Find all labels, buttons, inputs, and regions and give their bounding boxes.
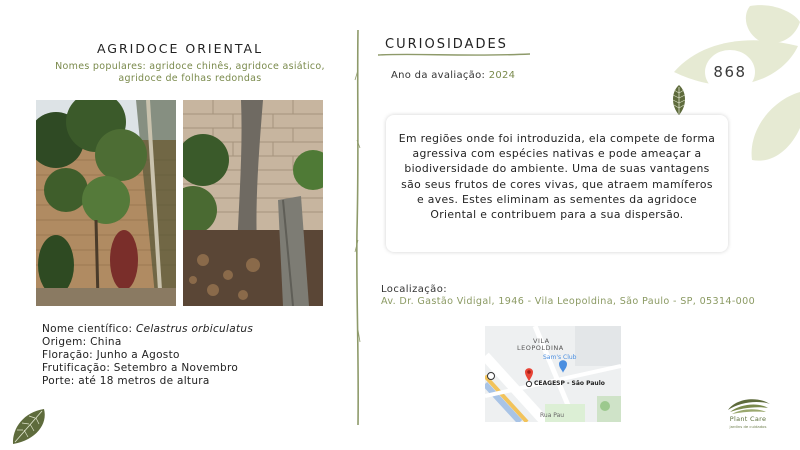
- evaluation-year-label: Ano da avaliação:: [391, 70, 489, 81]
- plant-photo-garden: [36, 100, 176, 306]
- map-poi-label: Sam's Club: [543, 354, 577, 361]
- plant-name-title: AGRIDOCE ORIENTAL: [96, 41, 264, 56]
- popular-names-line-1: Nomes populares: agridoce chinês, agridoce asiático,: [55, 61, 325, 72]
- origin-row: Origem: China: [42, 336, 122, 348]
- popular-names: [40, 61, 340, 85]
- scientific-name-label: Nome científico:: [42, 323, 136, 335]
- map-district-line-1: VILA: [533, 337, 550, 345]
- evaluation-number-badge: 868: [705, 50, 755, 94]
- map-pin-label: CEAGESP - São Paulo: [534, 380, 605, 387]
- popular-names-line-2: agridoce de folhas redondas: [118, 73, 262, 84]
- evaluation-year-value: 2024: [488, 70, 516, 81]
- logo-name: Plant Care: [729, 415, 767, 423]
- leaf-top-icon: [746, 5, 800, 43]
- curiosities-title: CURIOSIDADES: [385, 37, 508, 52]
- curiosities-card: [386, 115, 728, 252]
- location-label: Localização:: [381, 284, 447, 295]
- plant-photo-trunk: [183, 100, 323, 306]
- location-address: Av. Dr. Gastão Vidigal, 1946 - Vila Leopoldina, São Paulo - SP, 05314-000: [381, 296, 756, 307]
- corner-leaf-icon: [8, 406, 48, 446]
- map-street-label: Rua Pau: [540, 412, 565, 419]
- leaf-bottom-icon: [752, 92, 800, 161]
- scientific-name-value: Celastrus orbiculatus: [135, 323, 254, 335]
- title-underline: [378, 52, 530, 58]
- curiosities-text: Em regiões onde foi introduzida, ela compete de forma agressiva com espécies nativas e pode ameaçar a biodiversidade do ambiente. Uma de suas vantagens são seus frutos de cores vivas, que atraem mamíferos e aves. Estes eliminam as sementes da agridoce Oriental e contribuem para a sua dispersão.: [398, 132, 716, 222]
- scientific-name-row: [42, 323, 253, 336]
- plant-facts: [42, 323, 253, 388]
- fruiting-row: Frutificação: Setembro a Novembro: [42, 362, 239, 374]
- map-district-line-2: LEOPOLDINA: [517, 344, 564, 352]
- location-map[interactable]: [485, 326, 621, 422]
- evaluation-year: [391, 70, 515, 81]
- flowering-row: Floração: Junho a Agosto: [42, 349, 180, 361]
- small-leaf-icon: [670, 84, 688, 116]
- column-divider: [352, 30, 364, 425]
- size-row: Porte: até 18 metros de altura: [42, 375, 210, 387]
- logo-tagline: jardins de cuidados: [729, 424, 767, 429]
